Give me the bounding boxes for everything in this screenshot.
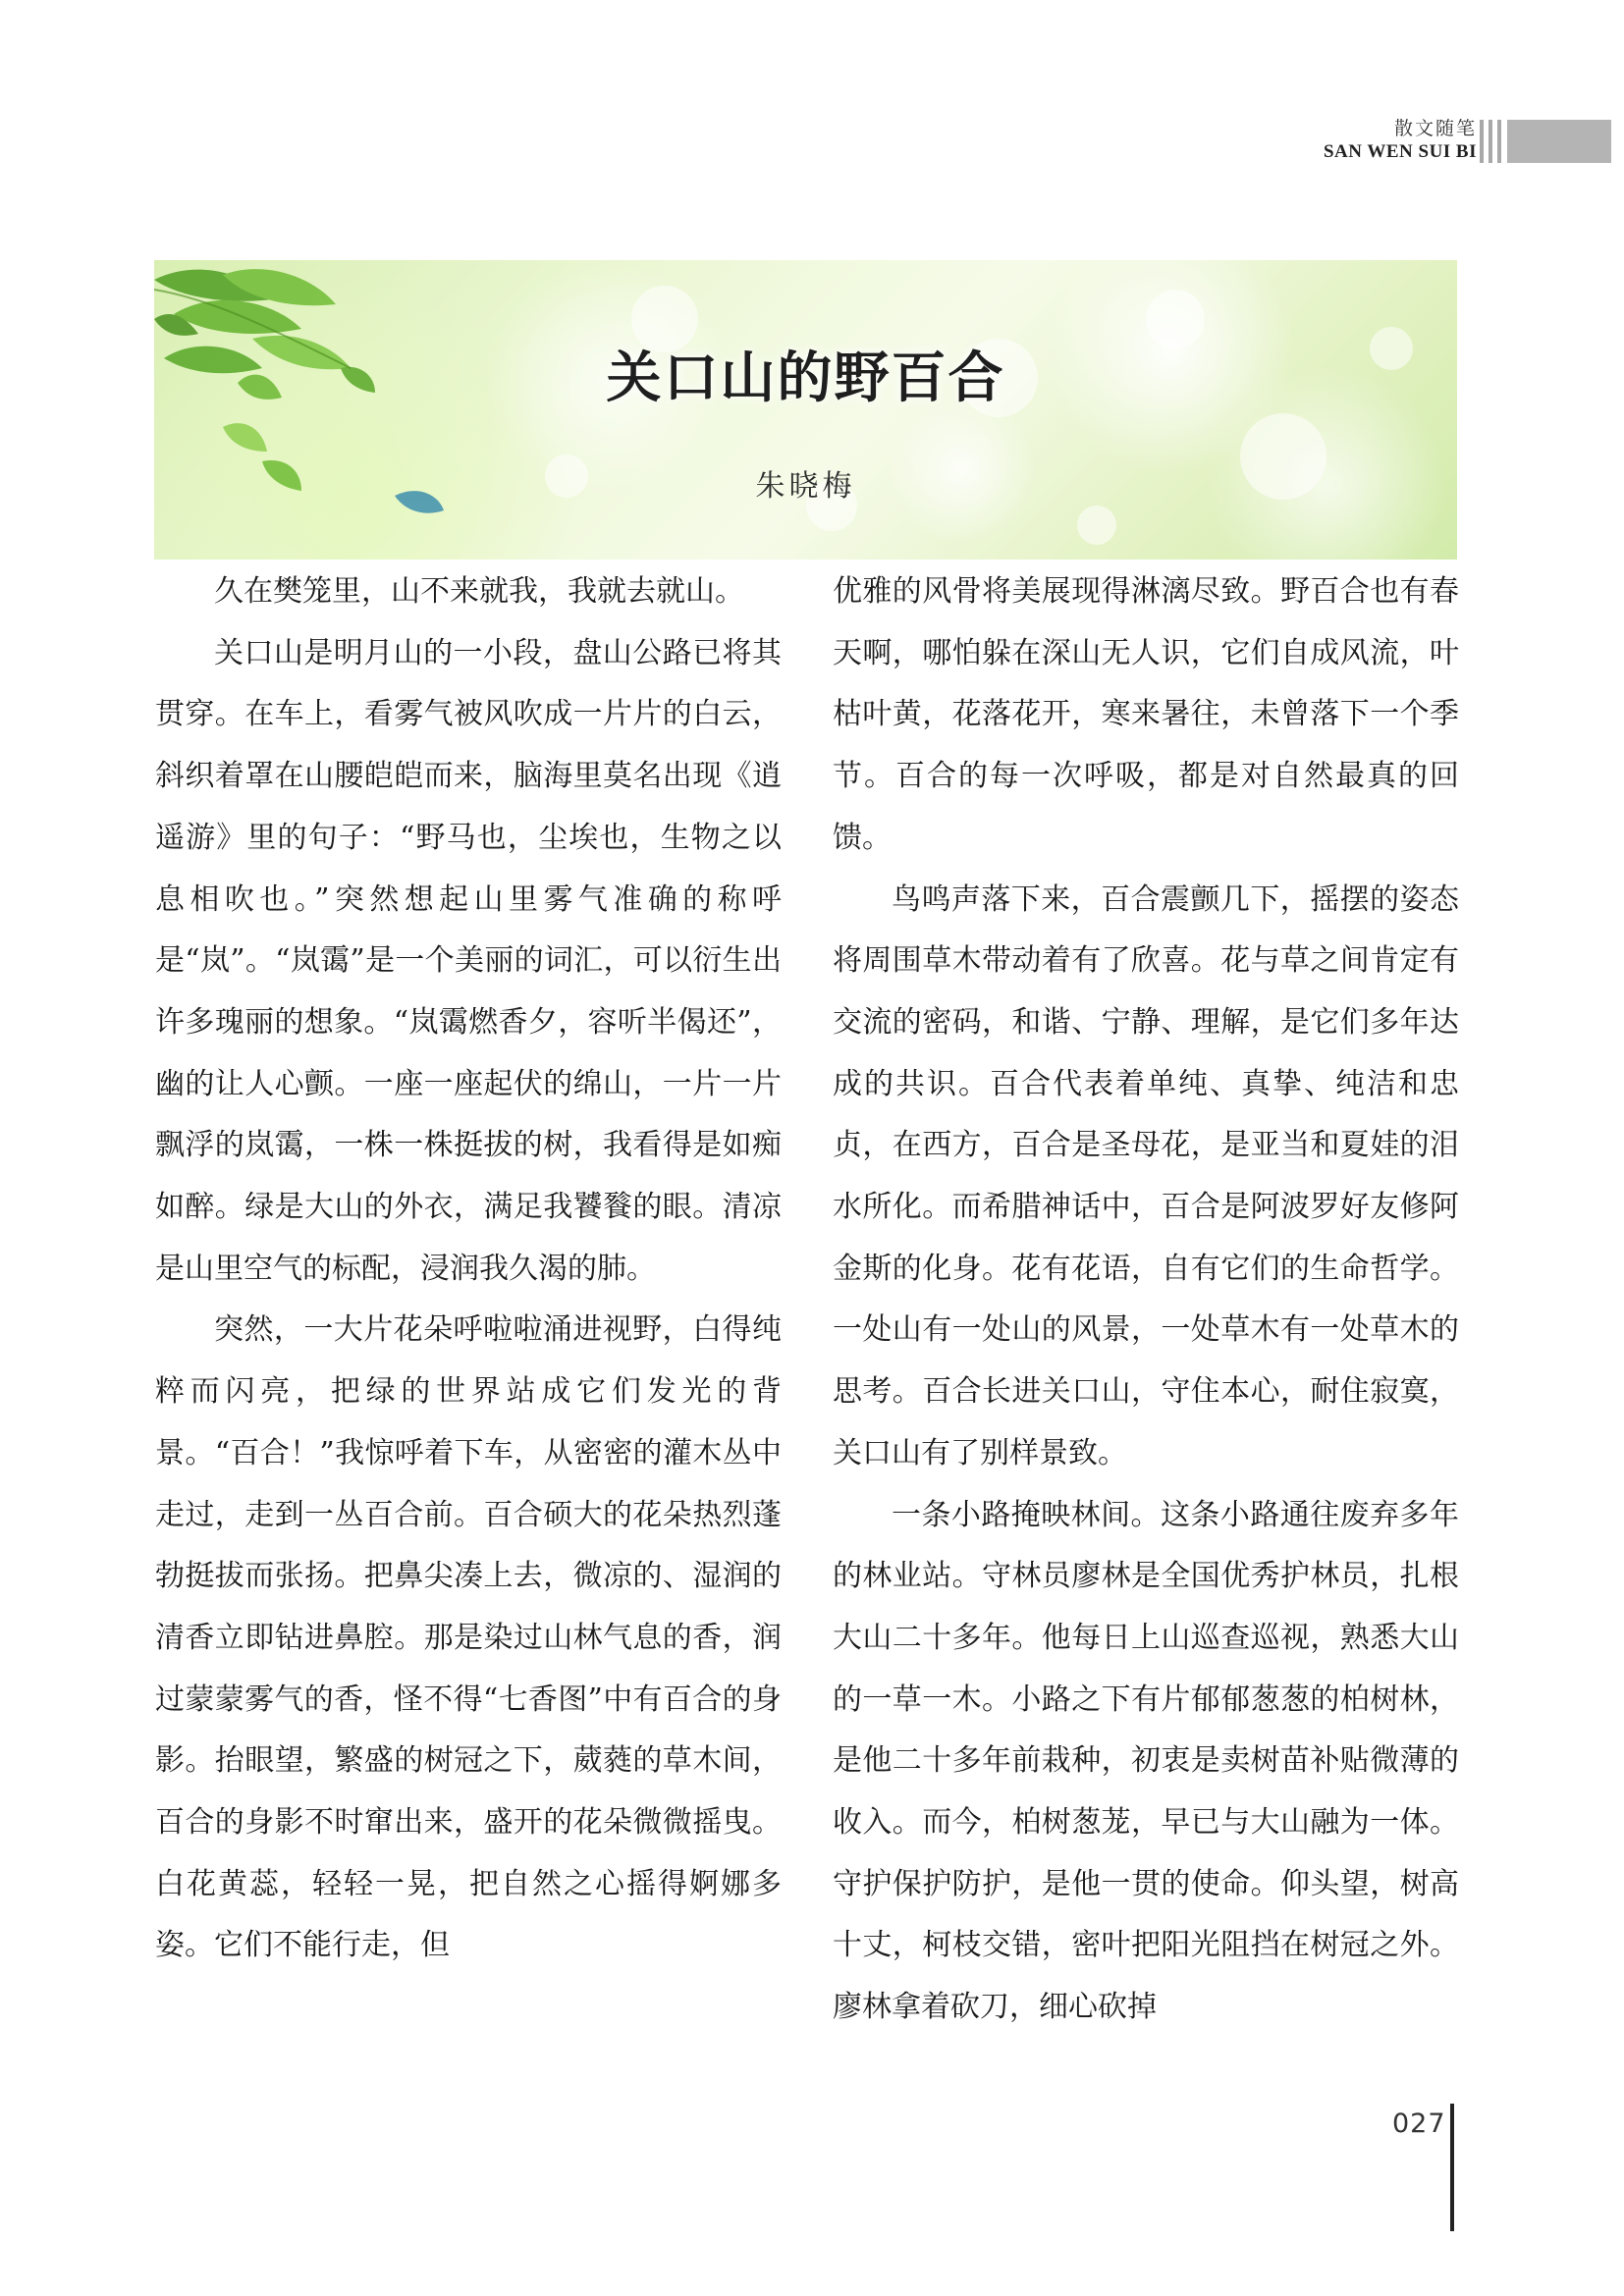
- paragraph-continued: 优雅的风骨将美展现得淋漓尽致。野百合也有春天啊，哪怕躲在深山无人识，它们自成风流，叶枯叶黄，花落花开，寒来暑往，未曾落下一个季节。百合的每一次呼吸，都是对自然最真的回馈。: [833, 574, 1459, 855]
- paragraph: 关口山是明月山的一小段，盘山公路已将其贯穿。在车上，看雾气被风吹成一片片的白云，斜织着罩在山腰皑皑而来，脑海里莫名出现《逍遥游》里的句子：“野马也，尘埃也，生物之以息相吹也。”突然想起山里雾气准确的称呼是“岚”。“岚霭”是一个美丽的词汇，可以衍生出许多瑰丽的想象。“岚霭燃香夕，容听半偈还”，幽的让人心颤。一座一座起伏的绵山，一片一片飘浮的岚霭，一株一株挺拔的树，我看得是如痴如醉。绿是大山的外衣，满足我饕餮的眼。清凉是山里空气的标配，浸润我久渴的肺。: [155, 635, 782, 1286]
- article-title: 关口山的野百合: [606, 347, 1005, 410]
- article-author: 朱晓梅: [755, 469, 856, 504]
- header-decorative-bars: [1480, 120, 1611, 163]
- paragraph: 久在樊笼里，山不来就我，我就去就山。: [214, 574, 744, 609]
- paragraph: 一条小路掩映林间。这条小路通往废弃多年的林业站。守林员廖林是全国优秀护林员，扎根大山二十多年。他每日上山巡查巡视，熟悉大山的一草一木。小路之下有片郁郁葱葱的柏树林，是他二十多年前栽种，初衷是卖树苗补贴微薄的收入。而今，柏树葱茏，早已与大山融为一体。守护保护防护，是他一贯的使命。仰头望，树高十丈，柯枝交错，密叶把阳光阻挡在树冠之外。廖林拿着砍刀，细心砍掉: [833, 1497, 1459, 2025]
- page-number-rule: [1450, 2104, 1454, 2231]
- paragraph: 鸟鸣声落下来，百合震颤几下，摇摆的姿态将周围草木带动着有了欣喜。花与草之间肯定有交流的密码，和谐、宁静、理解，是它们多年达成的共识。百合代表着单纯、真挚、纯洁和忠贞，在西方，百合是圣母花，是亚当和夏娃的泪水所化。而希腊神话中，百合是阿波罗好友修阿金斯的化身。花有花语，自有它们的生命哲学。一处山有一处山的风景，一处草木有一处草木的思考。百合长进关口山，守住本心，耐住寂寞，关口山有了别样景致。: [833, 881, 1459, 1470]
- section-name-cn: 散文随笔: [1393, 118, 1477, 139]
- running-header: [1324, 116, 1477, 163]
- title-banner: [154, 260, 1457, 560]
- right-column: [833, 561, 1459, 2034]
- page-number: 027: [1392, 2109, 1446, 2139]
- paragraph: 突然，一大片花朵呼啦啦涌进视野，白得纯粹而闪亮，把绿的世界站成它们发光的背景。“百合！”我惊呼着下车，从密密的灌木丛中走过，走到一丛百合前。百合硕大的花朵热烈蓬勃挺拔而张扬。把鼻尖凑上去，微凉的、湿润的清香立即钻进鼻腔。那是染过山林气息的香，润过蒙蒙雾气的香，怪不得“七香图”中有百合的身影。抬眼望，繁盛的树冠之下，葳蕤的草木间，百合的身影不时窜出来，盛开的花朵微微摇曳。白花黄蕊，轻轻一晃，把自然之心摇得婀娜多姿。它们不能行走，但: [155, 1312, 782, 1963]
- section-name-en: SAN WEN SUI BI: [1323, 141, 1477, 162]
- left-column: [155, 561, 782, 2034]
